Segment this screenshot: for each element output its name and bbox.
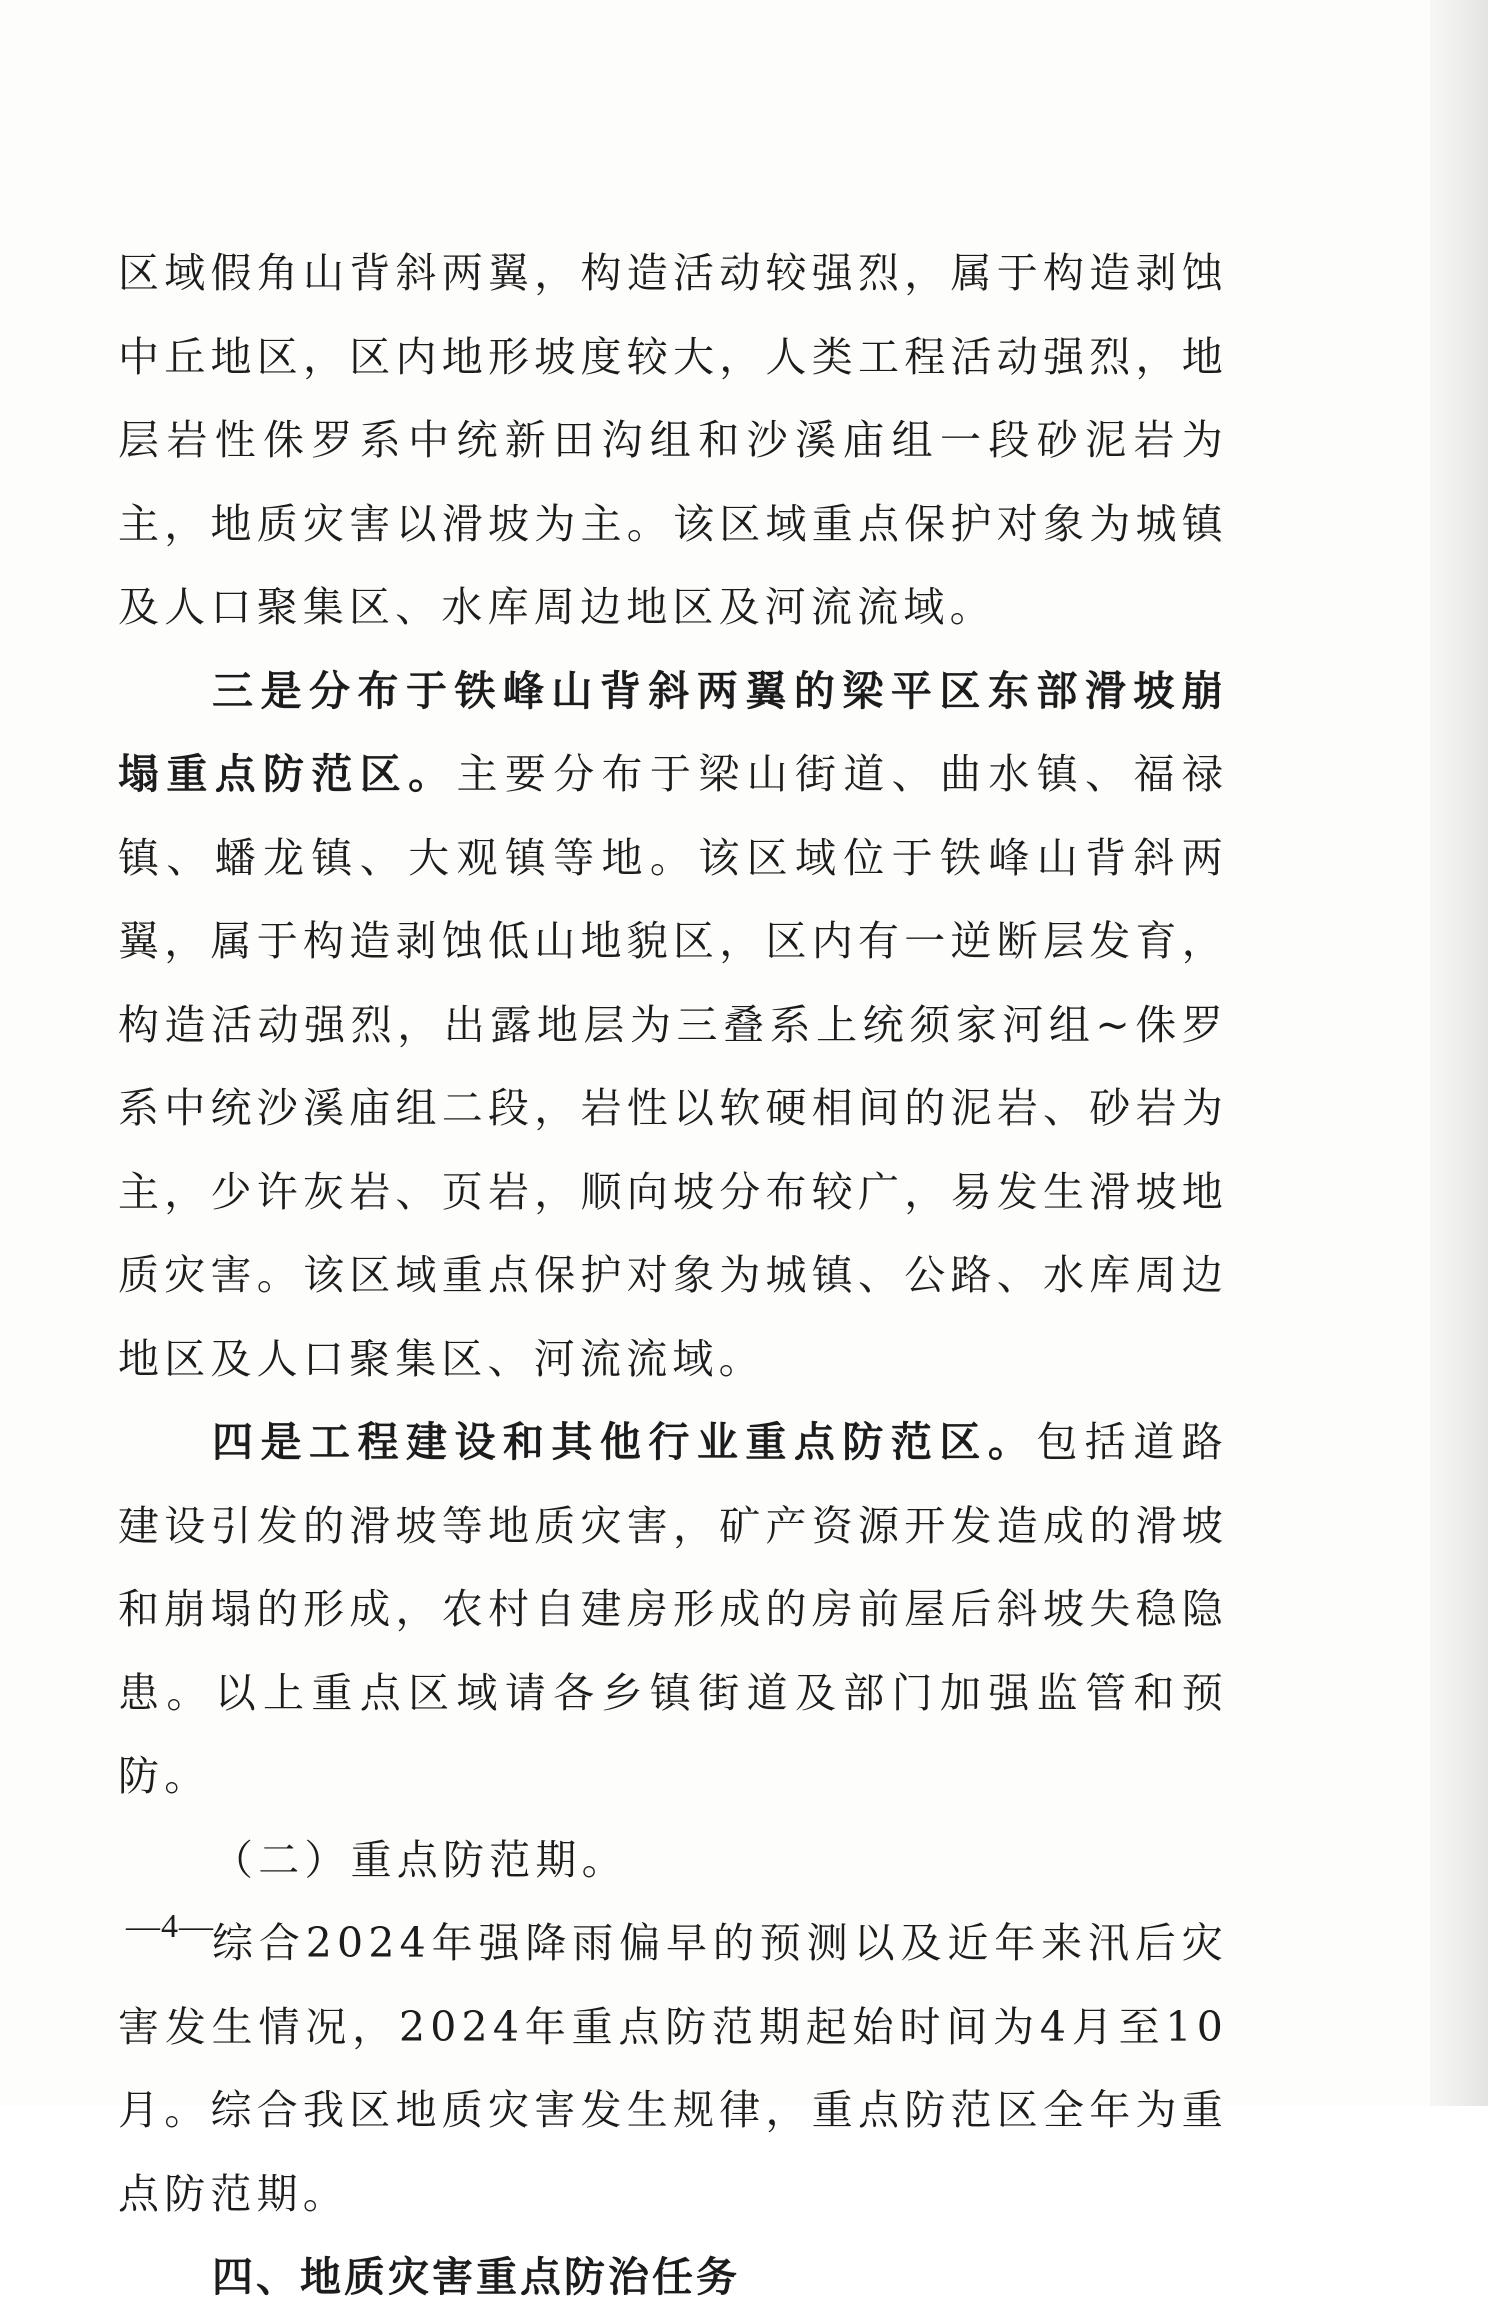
paragraph-lead-heading: 三是分布于铁峰山背斜两翼的梁平区东部滑坡崩塌重点防范区。 [118, 666, 1228, 798]
section-heading: 四、地质灾害重点防治任务 [212, 2253, 740, 2301]
paragraph-lead-heading: 四是工程建设和其他行业重点防范区。 [212, 1418, 1037, 1466]
subheading-text: （二）重点防范期。 [212, 1835, 628, 1884]
paragraph-continuation [118, 232, 1228, 650]
page-number: —4— [126, 1908, 214, 1945]
paragraph-text: 综合2024年强降雨偏早的预测以及近年来汛后灾害发生情况，2024年重点防范期起始时间为4月至10月。综合我区地质灾害发生规律，重点防范区全年为重点防范期。 [118, 1919, 1228, 2218]
document-body [118, 232, 1228, 2320]
paragraph-text: 主要分布于梁山街道、曲水镇、福禄镇、蟠龙镇、大观镇等地。该区域位于铁峰山背斜两翼，属于构造剥蚀低山地貌区，区内有一逆断层发育，构造活动强烈，出露地层为三叠系上统须家河组~侏罗系中统沙溪庙组二段，岩性以软硬相间的泥岩、砂岩为主，少许灰岩、页岩，顺向坡分布较广，易发生滑坡地质灾害。该区域重点保护对象为城镇、公路、水库周边地区及人口聚集区、河流流域。 [118, 750, 1228, 1383]
paragraph-east-zone [118, 650, 1228, 1402]
paragraph-engineering-zone [118, 1401, 1228, 1819]
page-edge-shadow [1430, 0, 1488, 2106]
subheading-key-period [118, 1819, 1228, 1903]
paragraph-key-period [118, 1902, 1228, 2236]
paragraph-text: 区域假角山背斜两翼，构造活动较强烈，属于构造剥蚀中丘地区，区内地形坡度较大，人类工程活动强烈，地层岩性侏罗系中统新田沟组和沙溪庙组一段砂泥岩为主，地质灾害以滑坡为主。该区域重点保护对象为城镇及人口聚集区、水库周边地区及河流流域。 [118, 249, 1228, 631]
paragraph-text: 包括道路建设引发的滑坡等地质灾害，矿产资源开发造成的滑坡和崩塌的形成，农村自建房形成的房前屋后斜坡失稳隐患。以上重点区域请各乡镇街道及部门加强监管和预防。 [118, 1418, 1228, 1800]
